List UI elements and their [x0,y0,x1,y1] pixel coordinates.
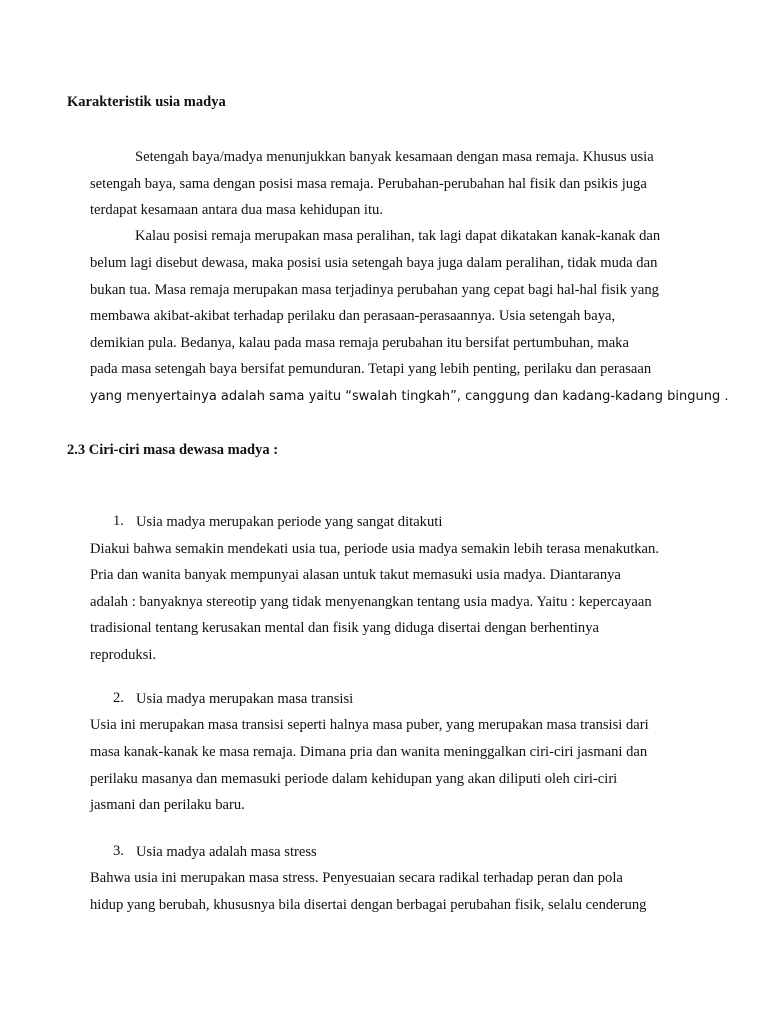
list-number: 1. [113,513,124,529]
list-item-line: Diakui bahwa semakin mendekati usia tua, periode usia madya semakin lebih terasa menakutkan. [90,541,659,557]
paragraph-line: demikian pula. Bedanya, kalau pada masa remaja perubahan itu bersifat pertumbuhan, maka [90,335,629,351]
list-item-line: hidup yang berubah, khususnya bila disertai dengan berbagai perubahan fisik, selalu cenderung [90,897,647,913]
paragraph-line: yang menyertainya adalah sama yaitu “swalah tingkah”, canggung dan kadang-kadang bingung . [90,389,729,404]
paragraph-line: belum lagi disebut dewasa, maka posisi usia setengah baya juga dalam peralihan, tidak muda dan [90,255,658,271]
list-item-title: Usia madya adalah masa stress [136,844,317,860]
list-item-line: Bahwa usia ini merupakan masa stress. Penyesuaian secara radikal terhadap peran dan pola [90,870,623,886]
list-number: 3. [113,843,124,859]
list-item-line: adalah : banyaknya stereotip yang tidak menyenangkan tentang usia madya. Yaitu : kepercayaan [90,594,652,610]
list-item-line: jasmani dan perilaku baru. [90,797,245,813]
paragraph-line: Setengah baya/madya menunjukkan banyak kesamaan dengan masa remaja. Khusus usia [135,149,654,165]
list-item-line: Pria dan wanita banyak mempunyai alasan untuk takut memasuki usia madya. Diantaranya [90,567,621,583]
list-number: 2. [113,690,124,706]
list-item-line: reproduksi. [90,647,157,663]
paragraph-line: terdapat kesamaan antara dua masa kehidupan itu. [90,202,383,218]
paragraph-line: Kalau posisi remaja merupakan masa peralihan, tak lagi dapat dikatakan kanak-kanak dan [135,228,661,244]
list-item-title: Usia madya merupakan periode yang sangat ditakuti [136,514,443,530]
section-heading-karakteristik: Karakteristik usia madya [67,94,226,110]
list-item-line: masa kanak-kanak ke masa remaja. Dimana pria dan wanita meninggalkan ciri-ciri jasmani dan [90,744,648,760]
paragraph-line: membawa akibat-akibat terhadap perilaku dan perasaan-perasaannya. Usia setengah baya, [90,308,616,324]
paragraph-line: bukan tua. Masa remaja merupakan masa terjadinya perubahan yang cepat bagi hal-hal fisik yang [90,282,659,298]
list-item-title: Usia madya merupakan masa transisi [136,691,354,707]
list-item-line: Usia ini merupakan masa transisi seperti halnya masa puber, yang merupakan masa transisi dari [90,717,649,733]
section-heading-ciri-ciri: 2.3 Ciri-ciri masa dewasa madya : [67,442,279,458]
list-item-line: tradisional tentang kerusakan mental dan fisik yang diduga disertai dengan berhentinya [90,620,599,636]
paragraph-line: setengah baya, sama dengan posisi masa remaja. Perubahan-perubahan hal fisik dan psikis juga [90,176,647,192]
paragraph-line: pada masa setengah baya bersifat pemunduran. Tetapi yang lebih penting, perilaku dan perasaan [90,361,652,377]
list-item-line: perilaku masanya dan memasuki periode dalam kehidupan yang akan diliputi oleh ciri-ciri [90,771,618,787]
